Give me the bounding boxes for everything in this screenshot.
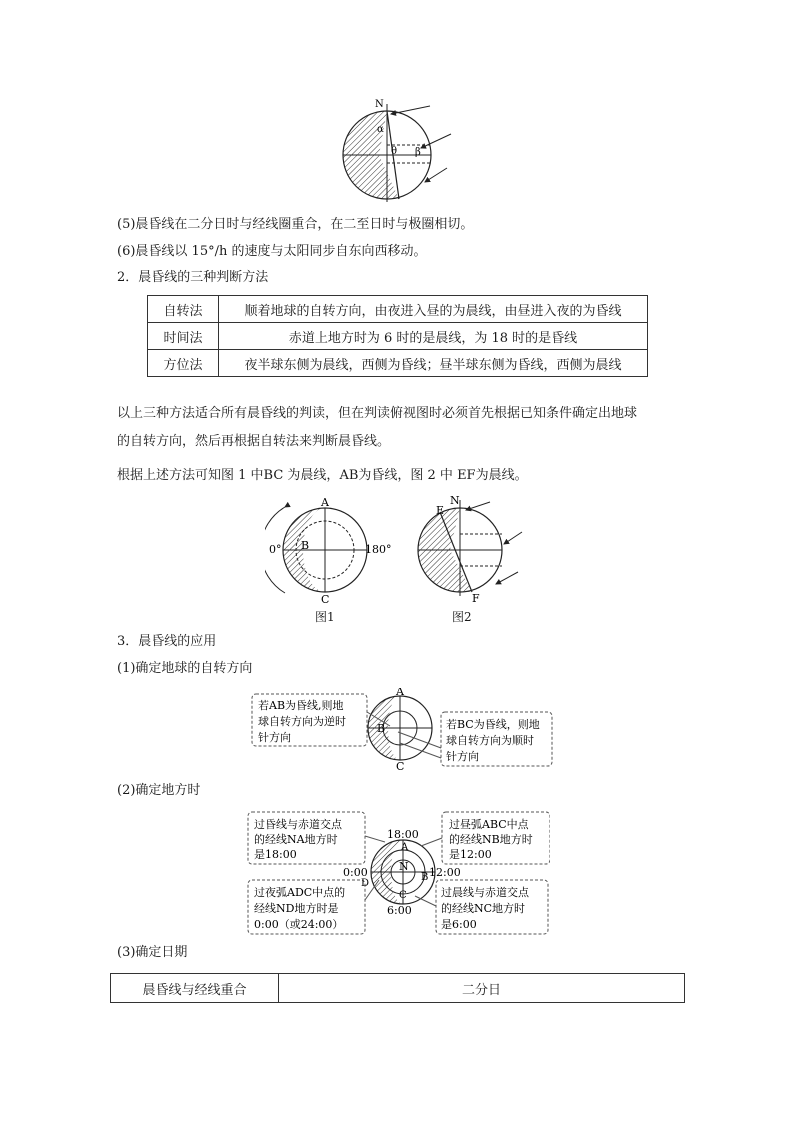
method-desc: 夜半球东侧为晨线，西侧为昏线；昼半球东侧为昏线，西侧为晨线	[219, 350, 648, 377]
example-suffix: 为晨线。	[475, 468, 528, 483]
subsection-1: (1)确定地球的自转方向	[117, 661, 253, 676]
example-prefix: 根据上述方法可知图 1 中	[117, 468, 264, 483]
fig1-label-180deg: 180°	[365, 543, 392, 556]
time-bl-line-3: 0:00（或24:00）	[254, 918, 344, 931]
figure-2	[410, 492, 525, 607]
paragraph-methods-2: 的自转方向，然后再根据自转法来判断晨昏线。	[117, 434, 391, 449]
fig2-label-f: F	[472, 592, 480, 605]
time-br-line-3: 是6:00	[441, 918, 477, 931]
time-bl-line-2: 经线ND地方时是	[254, 902, 339, 915]
method-name: 自转法	[148, 296, 219, 323]
rot-left-line-1: 若AB为昏线,则地	[258, 699, 344, 712]
methods-table	[147, 295, 648, 377]
time-tl-line-1: 过昏线与赤道交点	[254, 818, 342, 831]
time-tl-line-3: 是18:00	[254, 848, 297, 861]
rot-right-line-2: 球自转方向为顺时	[446, 734, 534, 747]
subsection-2: (2)确定地方时	[117, 783, 201, 798]
table-row	[148, 350, 648, 377]
time-label-18: 18:00	[387, 828, 419, 841]
paragraph-5: (5)晨昏线在二分日时与经线圈重合，在二至日时与极圈相切。	[117, 217, 474, 232]
time-tr-line-2: 的经线NB地方时	[449, 833, 533, 846]
rot-label-a: A	[396, 688, 404, 698]
rot-left-line-3: 针方向	[258, 731, 291, 744]
time-label-0: 0:00	[343, 866, 368, 879]
method-desc: 赤道上地方时为 6 时的是晨线，为 18 时的是昏线	[219, 323, 648, 350]
example-arc-ef: EF	[457, 468, 476, 483]
rot-right-line-1: 若BC为昏线，则地	[446, 718, 540, 731]
example-mid1: 为晨线，	[283, 468, 340, 483]
fig1-label-a: A	[321, 496, 329, 509]
time-label-12: 12:00	[429, 866, 461, 879]
fig1-label-0deg: 0°	[269, 543, 282, 556]
time-bl-line-1: 过夜弧ADC中点的	[254, 886, 346, 899]
fig-top-label-n: N	[375, 99, 384, 110]
fig2-label-n: N	[450, 494, 460, 507]
fig-top-label-alpha: α	[377, 124, 384, 135]
time-label-d: D	[361, 878, 370, 889]
local-time-figure	[245, 808, 550, 938]
example-mid2: 为昏线，图 2 中	[358, 468, 458, 483]
time-br-line-1: 过晨线与赤道交点	[441, 886, 529, 899]
date-table	[110, 973, 685, 1003]
fig-top-label-theta: θ	[391, 146, 398, 157]
rot-left-line-2: 球自转方向为逆时	[258, 715, 346, 728]
figure-2-caption: 图2	[452, 610, 472, 624]
figure-1-caption: 图1	[315, 610, 335, 624]
time-tl-line-2: 的经线NA地方时	[254, 833, 338, 846]
time-label-a: A	[401, 842, 409, 853]
time-label-c: C	[399, 890, 407, 901]
paragraph-methods-1: 以上三种方法适合所有晨昏线的判读，但在判读俯视图时必须首先根据已知条件确定出地球	[117, 406, 638, 421]
table-row	[148, 323, 648, 350]
date-value: 二分日	[279, 974, 685, 1003]
date-case: 晨昏线与经线重合	[111, 974, 279, 1003]
rot-label-c: C	[396, 760, 405, 770]
terminator-angle-figure	[335, 92, 465, 207]
method-desc: 顺着地球的自转方向，由夜进入昼的为晨线，由昼进入夜的为昏线	[219, 296, 648, 323]
fig1-label-b: B	[301, 539, 310, 552]
subsection-3: (3)确定日期	[117, 945, 188, 960]
section-3-heading: 3．晨昏线的应用	[117, 634, 217, 649]
method-name: 方位法	[148, 350, 219, 377]
table-row	[111, 974, 685, 1003]
time-tr-line-1: 过昼弧ABC中点	[449, 818, 529, 831]
figure-1	[265, 495, 395, 605]
paragraph-example	[117, 467, 528, 485]
example-arc-bc: BC	[263, 468, 284, 483]
method-name: 时间法	[148, 323, 219, 350]
time-label-6: 6:00	[387, 904, 412, 917]
section-2-heading: 2．晨昏线的三种判断方法	[117, 270, 269, 285]
table-row	[148, 296, 648, 323]
time-label-n: N	[399, 860, 409, 873]
fig1-label-c: C	[321, 593, 330, 605]
time-label-b: B	[421, 872, 429, 883]
example-arc-ab: AB	[339, 468, 359, 483]
paragraph-6: (6)晨昏线以 15°/h 的速度与太阳同步自东向西移动。	[117, 244, 427, 259]
time-br-line-2: 的经线NC地方时	[441, 902, 526, 915]
fig-top-label-beta: β	[415, 147, 421, 158]
time-tr-line-3: 是12:00	[449, 848, 492, 861]
fig2-label-e: E	[436, 504, 445, 517]
rotation-direction-figure	[250, 688, 555, 770]
rot-label-b: B	[377, 722, 386, 735]
rot-right-line-3: 针方向	[446, 750, 479, 763]
